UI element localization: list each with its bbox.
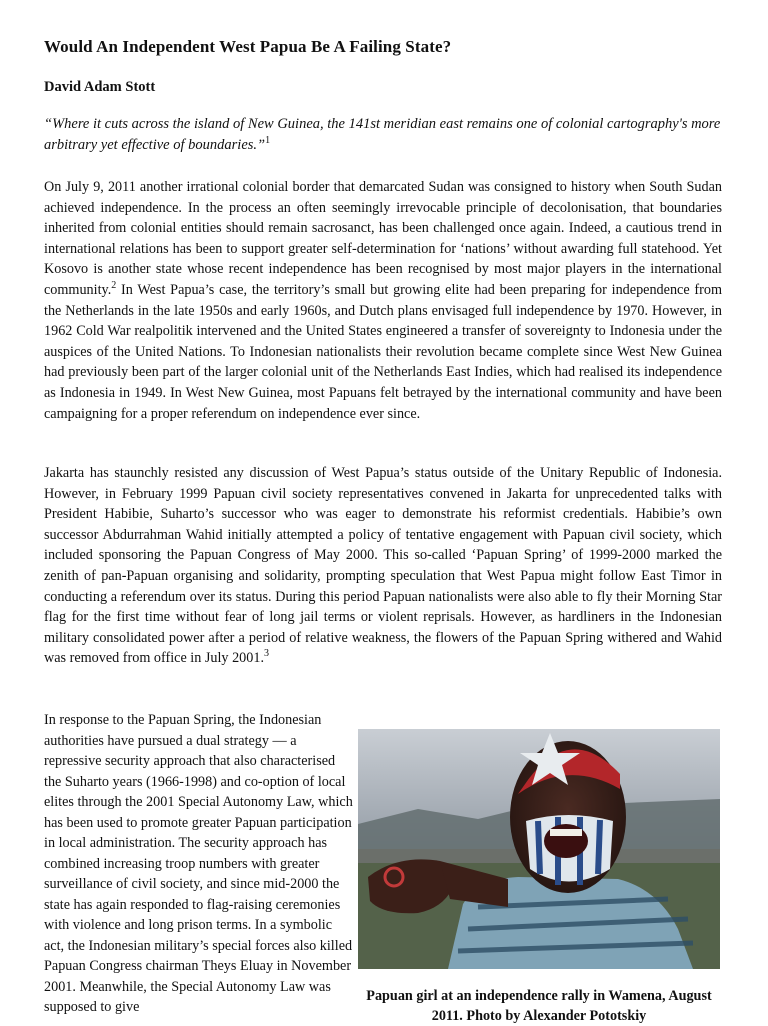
photo-figure: [358, 729, 720, 969]
paragraph-text: On July 9, 2011 another irrational colonial border that demarcated Sudan was consigned to history when South Sudan achieved independence. In the process an often seemingly irrevocable principle of decolonisation, that boundaries inherited from colonial entities should remain sacrosanct, has been challenged once again. Indeed, a cautious trend in international relations has been to support greater self-determination for ‘nations’ without awarding full statehood. Yet Kosovo is another state whose recent independence has been recognised by most major players in the international community.: [44, 179, 722, 298]
body-paragraph: In response to the Papuan Spring, the Indonesian authorities have pursued a dual strategy — a repressive security approach that also characterised the Suharto years (1966-1998) and co-option of local elites through the 2001 Special Autonomy Law, which has been used to promote greater Papuan participation in local administration. The security approach has combined increasing troop numbers with greater surveillance of civil society, and since mid-2000 the state has again responded to flag-raising ceremonies with violence and long prison terms. In a symbolic act, the Indonesian military’s special forces also killed Papuan Congress chairman Theys Eluay in November 2001. Meanwhile, the Special Autonomy Law was supposed to give: [44, 712, 353, 1015]
body-paragraph: [44, 177, 722, 424]
footnote-marker[interactable]: 3: [264, 648, 269, 660]
footnote-marker[interactable]: 2: [111, 279, 117, 291]
footnote-marker[interactable]: 1: [265, 135, 271, 146]
body-paragraph: [44, 463, 722, 669]
epigraph-quote: [44, 114, 722, 156]
paragraph-text: In West Papua’s case, the territory’s small but growing elite had been preparing for independence from the Netherlands in the late 1950s and early 1960s, and Dutch plans envisaged full independence by 1970. However, in 1962 Cold War realpolitik intervened and the United States engineered a transfer of sovereignty to Indonesia under the auspices of the United Nations. To Indonesian nationalists their revolution became complete since West New Guinea had previously been part of the larger colonial unit of the Netherlands East Indies, which had realised its independence as Indonesia in 1949. In West New Guinea, most Papuans felt betrayed by the international community and have been campaigning for a proper referendum on independence ever since.: [44, 281, 722, 422]
author-name: David Adam Stott: [44, 79, 156, 95]
paragraph-text: Jakarta has staunchly resisted any discussion of West Papua’s status outside of the Unitary Republic of Indonesia. However, in February 1999 Papuan civil society representatives convened in Jakarta for unprecedented talks with President Habibie, Suharto’s successor who was eager to demonstrate his reformist credentials. Habibie’s own successor Abdurrahman Wahid initially attempted a policy of tentative engagement with Papuan civil society, which included sponsoring the Papuan Congress of May 2000. This so-called ‘Papuan Spring’ of 1999-2000 marked the zenith of pan-Papuan organising and solidarity, prompting speculation that West Papua might follow East Timor in conducting a referendum over its status. During this period Papuan nationalists were also able to fly their Morning Star flag for the first time without fear of long jail terms or violent reprisals. However, as hardliners in the Indonesian military consolidated power after a period of relative weakness, the flowers of the Papuan Spring withered and Wahid was removed from office in July 2001.: [44, 465, 722, 667]
rally-photo: [358, 729, 720, 969]
article-title: Would An Independent West Papua Be A Failing State?: [44, 37, 452, 56]
epigraph-text: “Where it cuts across the island of New Guinea, the 141st meridian east remains one of colonial cartography's more arbitrary yet effective of boundaries.”: [44, 116, 721, 153]
figure-caption: Papuan girl at an independence rally in Wamena, August 2011. Photo by Alexander Pototskiy: [366, 988, 712, 1024]
